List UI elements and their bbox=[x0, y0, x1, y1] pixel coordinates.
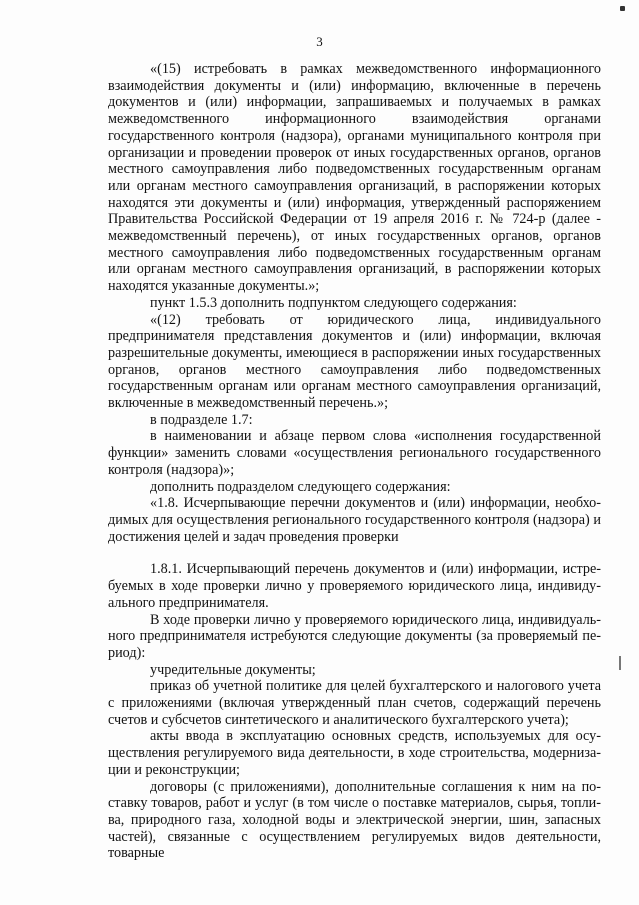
list-item: учредительные документы; bbox=[150, 661, 316, 678]
paragraph-documents-intro: В ходе проверки лично у проверяемого юридического лица, индивидуального предпринимателя истребуются следующие документы (за проверяемый период): bbox=[108, 611, 601, 661]
paragraph-item-15: «(15) истребовать в рамках межведомственного информационного взаимодействия документы и (или) информацию, включенные в перечень документов и (или) информации, запрашиваемых и получаемых в рамках межведомственного информационного взаимодействия органами государственного контроля (надзора), органами муниципального контроля при организации и проведении проверок от иных государственных органов, органов местного самоуправления либо подведомственных государственным органам или органам местного самоуправления организаций, в распоряжении которых находятся эти документы и (или) информация, утвержденный распоряжением Правительства Российской Федерации от 19 апреля 2016 г. № 724-р (далее - межведомственный перечень), от иных государственных органов, органов местного самоуправления либо подведомственных государственным органам или органам местного самоуправления организаций, в распоряжении которых находятся указанные документы.»; bbox=[108, 61, 601, 295]
paragraph-section-1-8-1: 1.8.1. Исчерпывающий перечень документов и (или) информации, истребуемых в ходе проверки лично у проверяемого юридического лица, индивидуального предпринимателя. bbox=[108, 561, 601, 611]
list-item: приказ об учетной политике для целей бухгалтерского и налогового учета с приложениями (включая утвержденный план счетов, содержащий перечень счетов и субсчетов синтетического и аналитического бухгалтерского учета); bbox=[108, 678, 601, 728]
document-body bbox=[108, 61, 601, 862]
paragraph-point-1-5-3: пункт 1.5.3 дополнить подпунктом следующего содержания: bbox=[150, 294, 517, 311]
paragraph-item-12: «(12) требовать от юридического лица, индивидуального предпринимателя представления документов и (или) информации, включая разрешительные документы, имеющиеся в распоряжении иных государственных органов, органов местного самоуправления либо подведомственных государственным органам или органам местного самоуправления организаций, включенные в межведомственный перечень.»; bbox=[108, 311, 601, 412]
list-item: акты ввода в эксплуатацию основных средств, используемых для осуществления регулируемого вида деятельности, в ходе строительства, модернизации и реконструкции; bbox=[108, 728, 601, 778]
paragraph-section-1-8: «1.8. Исчерпывающие перечни документов и (или) информации, необходимых для осуществления регионального государственного контроля (надзора) и достижения целей и задач проведения проверки bbox=[108, 495, 601, 545]
paragraph-subsection-1-7: в подразделе 1.7: bbox=[150, 411, 253, 428]
scan-speck bbox=[619, 656, 621, 670]
scan-speck bbox=[620, 6, 625, 11]
page-number: 3 bbox=[316, 34, 323, 49]
paragraph-name-change: в наименовании и абзаце первом слова «исполнения государственной функции» заменить словами «осуществления регионального государственного контроля (надзора)»; bbox=[108, 428, 601, 478]
paragraph-add-subsection: дополнить подразделом следующего содержания: bbox=[150, 478, 451, 495]
list-item: договоры (с приложениями), дополнительные соглашения к ним на поставку товаров, работ и услуг (в том числе о поставке материалов, сырья, топлива, природного газа, холодной воды и электрической энергии, шин, запасных частей), связанные с осуществлением регулируемых видов деятельности, товарные bbox=[108, 778, 601, 862]
